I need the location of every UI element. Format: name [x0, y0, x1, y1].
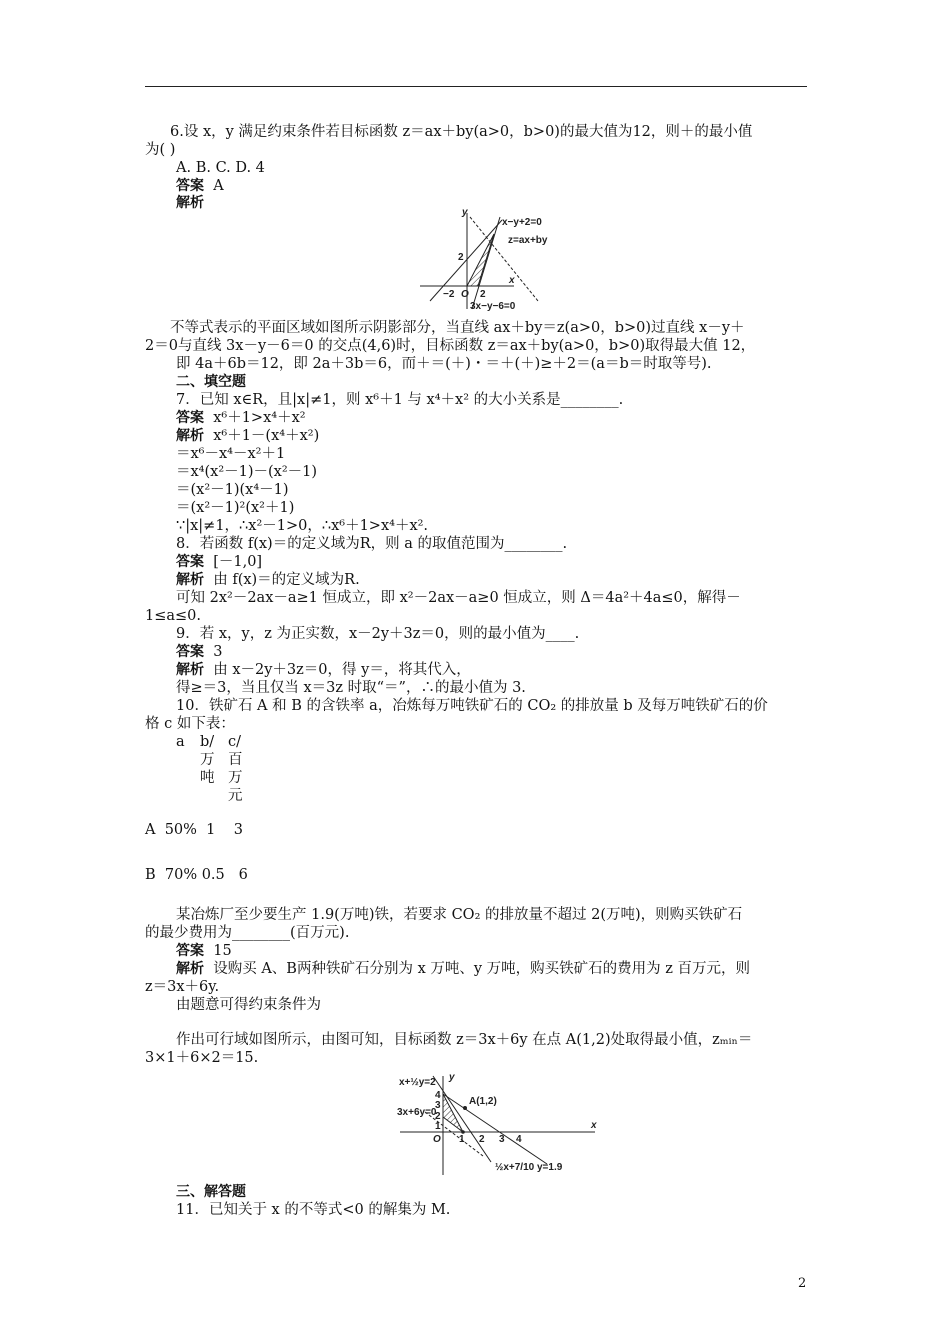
q9-analysis-row	[176, 661, 471, 679]
q10-feasible-region-figure	[395, 1070, 605, 1178]
axis-label-x: x	[509, 275, 515, 286]
q6-stem-line2: 为( )	[145, 142, 176, 158]
q8-step2: 可知 2x²－2ax－a≥1 恒成立，即 x²－2ax－a≥0 恒成立，则 Δ＝4a²＋4a≤0，解得－	[176, 590, 741, 606]
q10-question-line2: 的最少费用为________(百万元).	[145, 925, 350, 941]
answer-label: 答案	[176, 554, 204, 570]
line-x-half-y	[433, 1076, 491, 1162]
q9-stem: 9．若 x，y，z 为正实数，x－2y＋3z＝0，则的最小值为____.	[176, 626, 580, 642]
q9-step2: 得≥＝3，当且仅当 x＝3z 时取“＝”，∴的最小值为 3.	[176, 680, 526, 696]
analysis-label: 解析	[176, 961, 204, 977]
q8-analysis-row	[176, 571, 360, 589]
analysis-label: 解析	[176, 195, 204, 211]
table-row: A 50% 1 3	[145, 822, 244, 838]
q6-explanation-line1: 不等式表示的平面区域如图所示阴影部分，当直线 ax＋by＝z(a>0，b>0)过直线 x－y＋	[170, 320, 745, 336]
section-fill-in-title: 二、填空题	[176, 374, 246, 390]
analysis-step: 由 x－2y＋3z＝0，得 y＝，将其代入，	[213, 662, 471, 678]
label-line3: ½x+7/10 y=1.9	[495, 1162, 563, 1173]
tick-x-3: 3	[499, 1134, 505, 1145]
tick-x-2: 2	[480, 289, 486, 300]
analysis-step: x⁶＋1－(x⁴＋x²)	[213, 428, 320, 444]
answer-value: x⁶＋1>x⁴＋x²	[213, 410, 306, 426]
answer-label: 答案	[176, 410, 204, 426]
q9-answer-row	[176, 643, 222, 661]
q6-stem-line1: 6.设 x，y 满足约束条件若目标函数 z＝ax＋by(a>0，b>0)的最大值为12，则＋的最小值	[170, 124, 753, 140]
q11-stem: 11．已知关于 x 的不等式<0 的解集为 M.	[176, 1202, 451, 1218]
q6-options: A. B. C. D. 4	[176, 160, 265, 176]
table-header-b: 吨	[200, 770, 215, 786]
table-header-b: b/	[200, 734, 215, 750]
q7-step3: ＝x⁴(x²－1)－(x²－1)	[176, 464, 318, 480]
label-line2: 3x+6y=0	[397, 1107, 437, 1118]
answer-value: 15	[213, 943, 232, 959]
q10-step2: z＝3x＋6y.	[145, 979, 220, 995]
point-a-label: A(1,2)	[469, 1096, 497, 1107]
table-header-b: 万	[200, 752, 215, 768]
q6-feasible-region-figure	[410, 205, 550, 317]
table-header-c: 元	[228, 788, 243, 804]
analysis-step: 设购买 A、B两种铁矿石分别为 x 万吨、y 万吨，购买铁矿石的费用为 z 百万元，则	[213, 961, 751, 977]
tick-x-2: 2	[479, 1134, 485, 1145]
tick-y-4: 4	[435, 1090, 441, 1101]
q10-step4: 作出可行域如图所示，由图可知，目标函数 z＝3x＋6y 在点 A(1,2)处取得最小值，zₘᵢₙ＝	[176, 1032, 753, 1048]
analysis-label: 解析	[176, 662, 204, 678]
tick-x-1: 1	[459, 1134, 465, 1145]
label-line1: x−y+2=0	[502, 217, 542, 228]
q6-answer-row	[176, 177, 224, 195]
q10-step3: 由题意可得约束条件为	[176, 997, 321, 1013]
q10-analysis-row	[176, 960, 750, 978]
table-header-a: a	[176, 734, 185, 750]
q7-step2: ＝x⁶－x⁴－x²＋1	[176, 446, 286, 462]
label-line3: 3x−y−6=0	[470, 301, 516, 312]
tick-y-1: 1	[435, 1121, 441, 1132]
header-rule	[145, 86, 807, 87]
origin-label: O	[461, 289, 469, 300]
tick-y-2: 2	[435, 1111, 441, 1122]
origin-label: O	[433, 1134, 441, 1145]
section-answer-title: 三、解答题	[176, 1184, 246, 1200]
table-header-c: c/	[228, 734, 242, 750]
point-a-marker	[463, 1106, 467, 1110]
q6-explanation-line3: 即 4a＋6b＝12，即 2a＋3b＝6，而＋＝(＋)・＝＋(＋)≥＋2＝(a＝b＝时取等号).	[176, 356, 712, 372]
q10-answer-row	[176, 942, 232, 960]
q7-analysis-row	[176, 427, 319, 445]
answer-value: [－1,0]	[213, 554, 263, 570]
page-number: 2	[798, 1276, 807, 1291]
q7-stem: 7．已知 x∈R，且|x|≠1，则 x⁶＋1 与 x⁴＋x² 的大小关系是________.	[176, 392, 624, 408]
answer-label: 答案	[176, 178, 204, 194]
shaded-region	[443, 1094, 463, 1132]
analysis-label: 解析	[176, 572, 204, 588]
label-line2: z=ax+by	[508, 235, 548, 246]
q8-stem: 8．若函数 f(x)＝的定义域为R，则 a 的取值范围为________.	[176, 536, 568, 552]
answer-value: A	[213, 178, 224, 194]
tick-x-4: 4	[516, 1134, 522, 1145]
q10-stem-line1: 10．铁矿石 A 和 B 的含铁率 a，冶炼每万吨铁矿石的 CO₂ 的排放量 b 及每万吨铁矿石的价	[176, 698, 768, 714]
label-line1: x+½y=2	[399, 1077, 436, 1088]
tick-y-2: 2	[458, 252, 464, 263]
q8-answer-row	[176, 553, 262, 571]
q8-step3: 1≤a≤0.	[145, 608, 202, 624]
axis-label-y: y	[462, 207, 468, 218]
line-3x-y-6	[472, 217, 500, 309]
axis-label-y: y	[449, 1072, 455, 1083]
axis-label-x: x	[591, 1120, 597, 1131]
answer-label: 答案	[176, 943, 204, 959]
q6-explanation-line2: 2＝0与直线 3x－y－6＝0 的交点(4,6)时，目标函数 z＝ax＋by(a>0，b>0)取得最大值 12，	[145, 338, 756, 354]
tick-y-3: 3	[435, 1100, 441, 1111]
answer-label: 答案	[176, 644, 204, 660]
q10-stem-line2: 格 c 如下表：	[145, 716, 235, 732]
tick-x-neg2: −2	[443, 289, 455, 300]
analysis-step: 由 f(x)＝的定义域为R.	[213, 572, 360, 588]
q10-question-line1: 某冶炼厂至少要生产 1.9(万吨)铁，若要求 CO₂ 的排放量不超过 2(万吨)，则购买铁矿石	[176, 907, 743, 923]
table-header-c: 百	[228, 752, 243, 768]
q10-step5: 3×1＋6×2＝15.	[145, 1050, 259, 1066]
q7-step5: ＝(x²－1)²(x²＋1)	[176, 500, 295, 516]
answer-value: 3	[213, 644, 223, 660]
q6-analysis-label	[176, 194, 204, 212]
table-row: B 70% 0.5 6	[145, 867, 248, 883]
table-header-c: 万	[228, 770, 243, 786]
analysis-label: 解析	[176, 428, 204, 444]
q7-step4: ＝(x²－1)(x⁴－1)	[176, 482, 289, 498]
q7-step6: ∵|x|≠1，∴x²－1>0，∴x⁶＋1>x⁴＋x².	[176, 518, 429, 534]
q7-answer-row	[176, 409, 306, 427]
